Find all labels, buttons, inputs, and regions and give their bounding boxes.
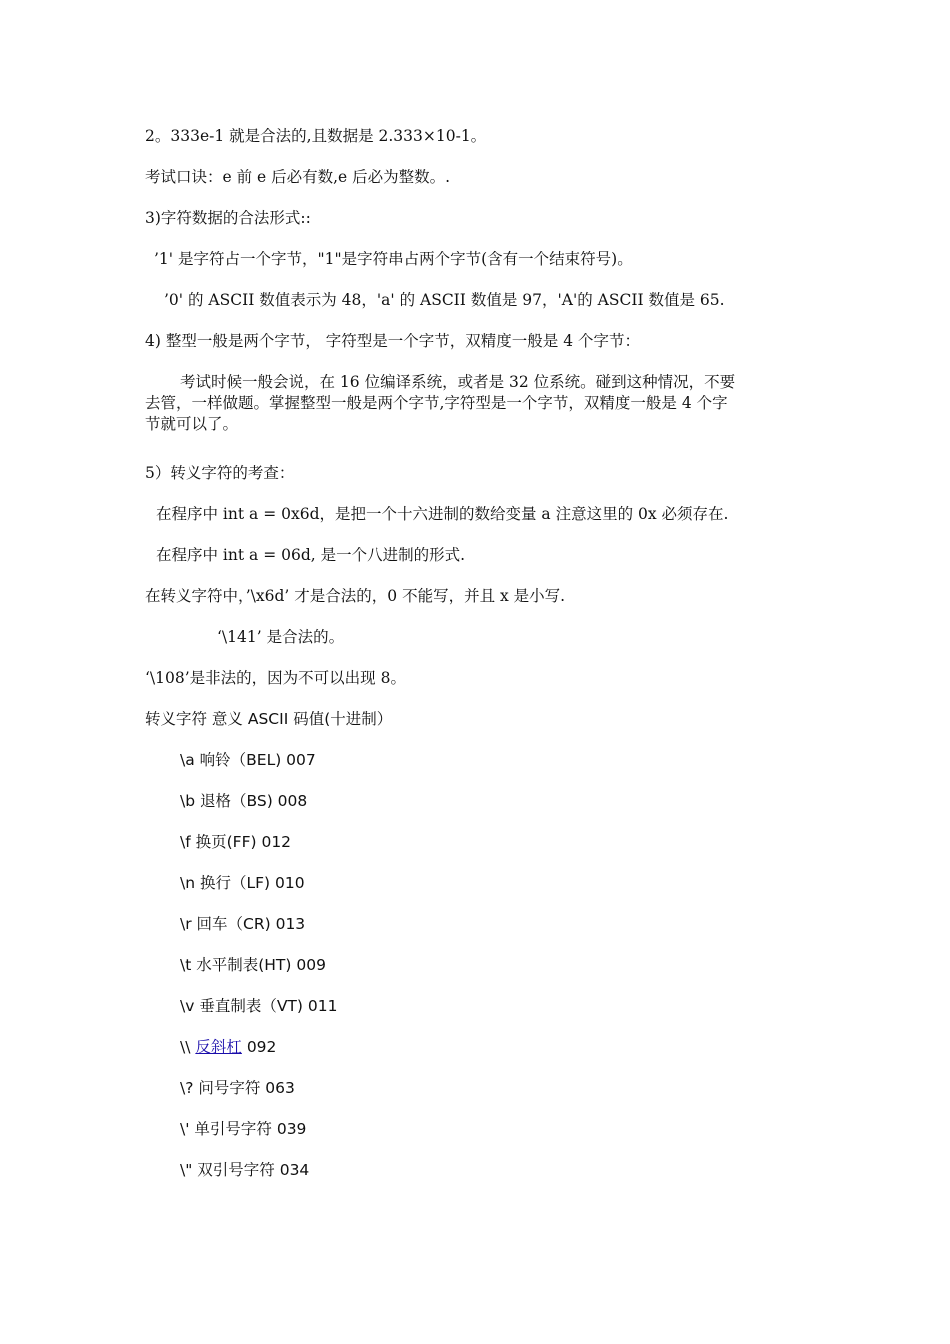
escape-table-header: 转义字符 意义 ASCII 码值(十进制） bbox=[145, 710, 393, 728]
escape-row: \f 换页(FF) 012 bbox=[180, 833, 292, 851]
escape-row: \? 问号字符 063 bbox=[180, 1079, 295, 1097]
text-line-141: ‘\141’ 是合法的。 bbox=[217, 628, 345, 646]
section-heading-5: 5）转义字符的考查： bbox=[145, 464, 295, 482]
escape-row: \v 垂直制表（VT) 011 bbox=[180, 997, 338, 1015]
text-line-1: 2。333e-1 就是合法的,且数据是 2.333×10-1。 bbox=[145, 127, 487, 145]
paragraph-line-2: 去管，一样做题。掌握整型一般是两个字节,字符型是一个字节，双精度一般是 4 个字 bbox=[145, 394, 728, 412]
paragraph-line-3: 节就可以了。 bbox=[145, 415, 239, 433]
escape-row: \t 水平制表(HT) 009 bbox=[180, 956, 326, 974]
escape-row: \b 退格（BS) 008 bbox=[180, 792, 308, 810]
text-line-octal: 在程序中 int a = 06d, 是一个八进制的形式. bbox=[156, 546, 466, 564]
escape-row-backslash bbox=[180, 1037, 276, 1058]
text-line-2: 考试口诀：e 前 e 后必有数,e 后必为整数。. bbox=[145, 168, 451, 186]
backslash-link[interactable]: 反斜杠 bbox=[195, 1038, 242, 1056]
escape-row: \n 换行（LF) 010 bbox=[180, 874, 305, 892]
text-line-4: ’1' 是字符占一个字节，"1"是字符串占两个字节(含有一个结束符号)。 bbox=[154, 250, 633, 268]
escape-row: \" 双引号字符 034 bbox=[180, 1161, 310, 1179]
escape-row: \r 回车（CR) 013 bbox=[180, 915, 306, 933]
escape-value: 092 bbox=[241, 1038, 277, 1056]
text-line-5: ’0' 的 ASCII 数值表示为 48，'a' 的 ASCII 数值是 97，'A'的 ASCII 数值是 65. bbox=[164, 291, 725, 309]
escape-row: \' 单引号字符 039 bbox=[180, 1120, 307, 1138]
escape-code: \\ bbox=[180, 1038, 196, 1056]
text-line-escape-rule: 在转义字符中，’\x6d’ 才是合法的，0 不能写，并且 x 是小写. bbox=[145, 587, 566, 605]
paragraph-line-1: 考试时候一般会说，在 16 位编译系统，或者是 32 位系统。碰到这种情况，不要 bbox=[180, 373, 736, 391]
paragraph-exam-tips bbox=[145, 372, 805, 435]
text-line-hex: 在程序中 int a = 0x6d，是把一个十六进制的数给变量 a 注意这里的 0x 必须存在. bbox=[156, 505, 729, 523]
section-heading-4: 4) 整型一般是两个字节， 字符型是一个字节，双精度一般是 4 个字节： bbox=[145, 332, 640, 350]
section-heading-3: 3)字符数据的合法形式:: bbox=[145, 209, 311, 227]
escape-row: \a 响铃（BEL) 007 bbox=[180, 751, 316, 769]
text-line-108: ‘\108’是非法的，因为不可以出现 8。 bbox=[145, 669, 406, 687]
